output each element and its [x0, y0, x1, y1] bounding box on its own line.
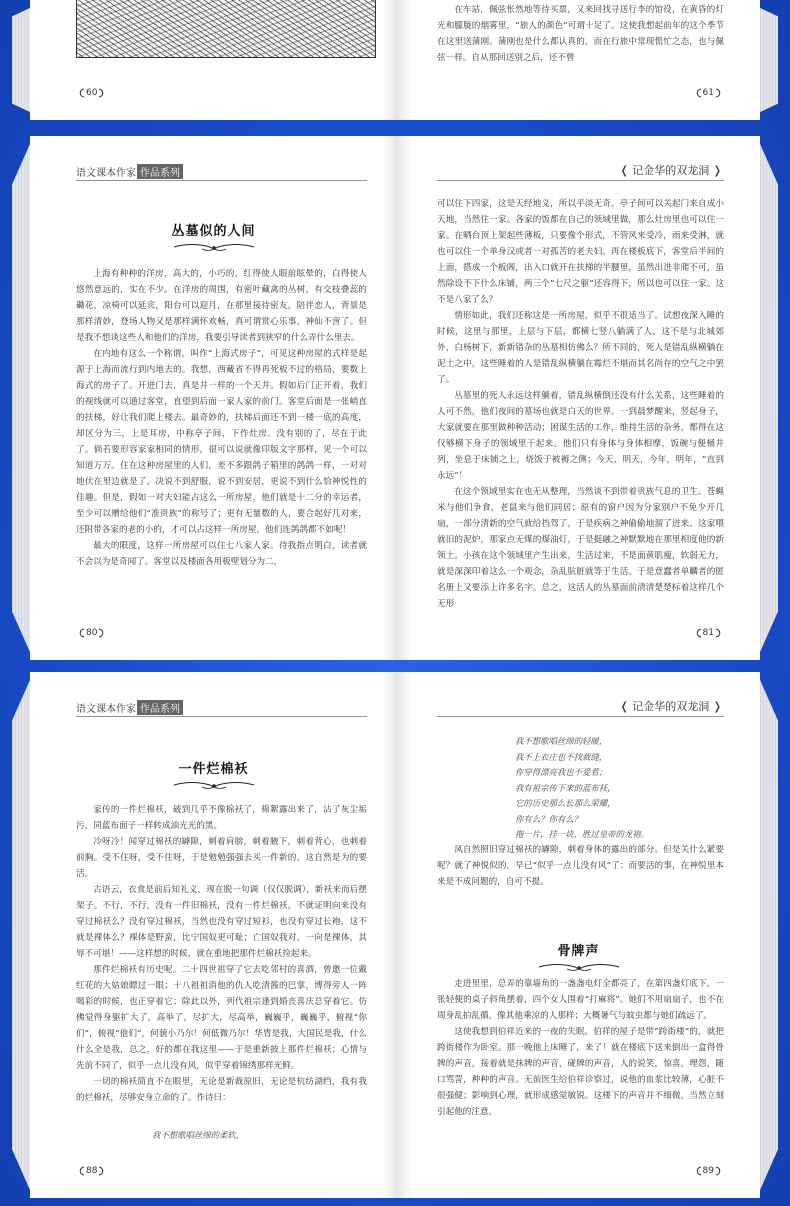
paragraph: 在这个领域里实在也无从整理，当然谈不到带着贵族气息的卫生。苍蝇米与他们争食，老鼠来与他们同居；原有的窗户因为分家别户不免少开几扇，一部分清新的空气就给挡驾了，于是疾病之神偷偷地溜了进来。这家喂就旧的泥炉，那家点无煤的煤油灯，于是挺融之神默默地在那里相度他的新领土。小孩在这个领域里产生出来，生活过来，不是面黄肌瘦，软弱无力，就是深深印着这么一个观念，杂乱肮脏就等于生活。于是意蠢者单麟者的匿名册上又要添上许多名字。总之，这活人的丛墓面前清清楚楚标着这样几个无形	[437, 487, 724, 609]
page-edge-right	[760, 144, 778, 652]
book-title: 记金华的双龙洞	[632, 700, 710, 713]
running-header-right	[620, 698, 722, 714]
body-text	[437, 2, 724, 66]
poem	[515, 734, 740, 843]
paragraph: 最大的限度，这样一所房屋可以住七八家人家。待我指点明白，读者就不会以为是奇闻了。客堂以及楼面各用板壁划分为二，	[76, 541, 367, 567]
poem-line: 我不想歌唱丝绵的柔软，	[152, 1130, 245, 1140]
page-ornament-icon	[715, 88, 723, 98]
page-ornament-icon	[77, 1166, 85, 1176]
paragraph: 走进里里，总弄的靠墙角的一盏盏电灯全都亮了，在第四盏灯底下，一张轻便的桌子斜角摆着，四个女人围着“打麻将”。她们不用扇扇子，也不在周身乱拍乱循，像其他乘凉的人那样；大概暑气与蚊虫都与她们疏远了。	[437, 979, 724, 1021]
poem-line: 它的历史那么长那么荣耀，	[515, 798, 616, 808]
poem	[152, 1128, 367, 1144]
page-ornament-icon	[694, 628, 702, 638]
paragraph: 可以住下四家，这是天经地义，所以平淡无奇。亭子间可以关起门来自成小天地，当然住一家。各家的饭都在自己的领域里做，那么灶房里也可以住一家。在晒台顶上架起些薄板，只要像个形式，不管风来受冷，雨来受淋，就也可以住一个单身汉或者一对孤苦的老夫妇。再在楼板底下，客堂后半间的上面，搭成一个板阁，出入口就开在扶梯的半腰里，虽然出进非爬不可，虽然除设不下什么床铺，两三个“七尺之躯”还容得下，所以也可以住一家。这不是八家了么？	[437, 199, 724, 305]
bracket-icon: ❭	[712, 164, 722, 177]
paragraph: 丛墓里的死人永远这样躺着，错乱纵横倒还没有什么关系，这些睡着的人可不然，他们夜间的墓场也就是白天的世界。一到晨梦醒来，竖起身子，大家就要在那里做种种活动；困谋生活的工作，维持生活的杂务，都得在这仅够横下身子的领域里干起来。他们只有身体与身体相摩，饭碗与便桶并列，坐息于床铺之上，烧饭于被褥之侧；今天，明天，今年，明年，“直到永远”！	[437, 391, 724, 481]
page-number-text: 88	[86, 1166, 98, 1176]
body-text	[437, 842, 724, 890]
page-ornament-icon	[715, 628, 723, 638]
page-number-text: 61	[702, 88, 714, 98]
poem-line: 你穿得漂亮我也不爱看；	[515, 767, 608, 777]
running-header-right	[620, 162, 722, 178]
body-text	[76, 802, 367, 1106]
title-ornament-icon	[172, 241, 256, 253]
illustration	[76, 0, 376, 58]
bracket-icon: ❭	[712, 700, 722, 713]
bracket-icon: ❬	[619, 700, 629, 713]
running-header-left	[76, 700, 183, 715]
page-number	[76, 88, 107, 98]
page-89	[397, 672, 760, 1198]
paragraph: 一切的棉袄简直不在眼里，无论是新裁原旧，无论是杭纺湖绉，我有我的烂棉袄，尽够安身立命的了。作诗曰：	[76, 1077, 367, 1103]
paragraph: 在车站，佩弦怅然地等待买票，又来回找寻送行李的馆役，在黄昏的灯光和朦胧的烟雾里，“旅人的颜色”可谓十足了。这使我想起前年的这个季节在这里送蒲刚。蒲刚也是什么都认真的，而在行旅中常现慌忙之态，也与佩弦一样。自从那回送别之后，还不曾	[437, 5, 724, 63]
paragraph: 风自然照旧穿过棉袄的罅隙，刺着身体的露出的部分。但是关什么紧要呢？就了神悦似的，早已“似乎一点儿没有风”了：而要活的事，在神悦里本来是不成问题的，自可不提。	[437, 845, 724, 887]
page-ornament-icon	[98, 88, 106, 98]
paragraph: 古语云，衣食是前后知礼义，现在脱一句调（仅仅脱调），新袄来而后摆架子。不行，不行，没有一件旧棉袄，没有一件烂棉袄，不就证明向来没有穿过棉袄么？没有穿过棉袄，当然也没有穿过短衫，也没有穿过长袍，这不就是裸体么？裸体是野蛮，比宁国奴更可耻；亡国奴我对，一向是裸体，其辱不可堪！——这样想的时候，就在重地把那件烂棉袄捡起来。	[76, 885, 367, 959]
page-number-text: 60	[86, 88, 98, 98]
page-number	[693, 628, 724, 638]
chapter-title: 一件烂棉袄	[178, 762, 249, 777]
page-ornament-icon	[715, 1166, 723, 1176]
spread-2	[12, 136, 778, 660]
page-ornament-icon	[694, 88, 702, 98]
chapter-title: 丛墓似的人间	[171, 224, 256, 239]
page-edge-right	[760, 680, 778, 1190]
body-text	[76, 266, 367, 570]
poem-line: 你有么？你有么？	[515, 813, 582, 824]
chapter-title-block	[30, 758, 397, 791]
page-ornament-icon	[77, 88, 85, 98]
paragraph: 在内地有这么一个称谓，叫作“上海式房子”，可见这种房屋的式样是起源于上海而流行到内地去的。我想，西藏省不得再死板不过的格局，要数上海式的房子了。开进门去，真是井一样的一个天井。假如后门正开着，我们的视线就可以通过客堂，直望到后面一家人家的前门。客堂后面是一张峭直的扶梯，好让我们爬上楼去。最奇妙的，扶梯后面还不到一楼一底的高度，却区分为三，上是耳房，中称亭子间，下作灶房。没有别的了，尽在于此了。倘若要形容家家相同的情形，很可以说就像印版文字那样，见一个可以知道万万。住在这种房屋里的人们，差不多跟鸽子箱里的鸽鸽一样，一对对地伏在里边就是了。决说不到舒服，说不到安居，更说不到什么恰神悦性的佳趣。但是，假如一对夫妇能占这么一所房屋，他们就是十二分的幸运者，至少可以赠给他们“准贵族”的称号了；更有无量数的人，要合起好几对来，还附带各家的老的小的，才可以占这样一所房屋，他们连鸽鸽都不如呢！	[76, 349, 367, 535]
header-rule	[76, 716, 367, 717]
page-number	[76, 1166, 107, 1176]
spread-1	[12, 0, 778, 120]
book-title: 记金华的双龙洞	[632, 164, 710, 177]
page-80	[30, 136, 397, 660]
page-edge-right	[760, 8, 778, 112]
paragraph: 冷呀冷！闻穿过棉袄的罅隙，刺着肩膀，刺着腋下，刺着背心，也刺着前胸。受不住呀，受不住呀，于是勉勉强强去买一件新的，这自然是为的要活。	[76, 837, 367, 879]
chapter-title-block	[397, 940, 760, 973]
page-number	[693, 88, 724, 98]
page-edge-left	[12, 8, 30, 112]
page-88	[30, 672, 397, 1198]
poem-line: 拖一片，挂一块，胜过皇帝的龙袍。	[515, 829, 649, 839]
paragraph: 家传的一件烂棉袄，破到几乎不像棉袄了，棉絮露出来了，沾了灰尘垢污，同蓝布面子一样转成油光光的黑。	[76, 805, 367, 831]
page-ornament-icon	[77, 628, 85, 638]
header-rule	[437, 180, 724, 181]
paragraph: 那件烂棉袄有历史呢。二十四世祖穿了它去吃邻村的喜酒，曾邀一位戴红花的大姑娘瞟过一眼；十八祖祖消他的仇人吃清酱的巴掌，博得旁人一阵喝彩的时候，也正穿着它；除此以外，列代祖宗逢到婚丧喜庆总穿着它。仿佛觉得身躯扩大了，高举了，尽扩大，尽高举，巍巍乎，巍巍乎，俯视“你们”，俯视“他们”，何藐小乃尔！何低微乃尔！华胄是我，大国民是我，什么什么全是我，总之，好的都在我这里——于是重新披上那件烂棉袄；心情与先前不同了，似乎一点儿没有风，似乎穿着锦绣那样光鲜。	[76, 965, 367, 1071]
page-61	[397, 0, 760, 120]
page-number	[693, 1166, 724, 1176]
page-edge-left	[12, 144, 30, 652]
header-rule	[437, 716, 724, 717]
header-rule	[76, 180, 367, 181]
series-name: 语文课本作家	[76, 704, 136, 715]
page-60	[30, 0, 397, 120]
series-tag: 作品系列	[137, 164, 183, 179]
chapter-title-block	[30, 220, 397, 253]
page-number	[76, 628, 107, 638]
spread-3	[12, 672, 778, 1198]
body-text	[437, 976, 724, 1120]
page-ornament-icon	[98, 1166, 106, 1176]
poem-line: 我不上衣庄也不找裁缝，	[515, 751, 608, 762]
page-ornament-icon	[694, 1166, 702, 1176]
page-edge-left	[12, 680, 30, 1190]
page-number-text: 89	[702, 1166, 714, 1176]
paragraph: 情形如此，我们还称这是一所房屋，似乎不很适当了。试想夜深入睡的时候，这里与那里，上层与下层，都横七竖八躺满了人，这不是与北城郊外，白杨树下，新新错杂的丛墓相仿佛么？所不同的，死人是错乱纵横躺在泥土之中，这些睡着的人是错乱纵横躺在霉烂不堪而其名尚存的空气之中罢了。	[437, 311, 724, 385]
bracket-icon: ❬	[619, 164, 629, 177]
page-number-text: 80	[86, 628, 98, 638]
title-ornament-icon	[537, 961, 621, 973]
series-tag: 作品系列	[137, 700, 183, 715]
poem-line: 我有祖宗传下来的蓝布袄，	[515, 782, 616, 793]
page-number-text: 81	[702, 628, 714, 638]
body-text	[437, 196, 724, 612]
series-name: 语文课本作家	[76, 168, 136, 179]
chapter-title: 骨牌声	[557, 944, 600, 959]
title-ornament-icon	[172, 779, 256, 791]
page-81	[397, 136, 760, 660]
poem-line: 我不想歌唱丝绵的轻暖，	[515, 736, 608, 746]
paragraph: 上海有种种的洋房，高大的，小巧的，红得使人眼前眩晕的，白得使人悠然意远的，实在不少。在洋房的周围，有密叶藏禽的丛树，有交枝叠蕊的磡花，凉椅可以延宾，阳台可以迎月，在那里接待密友，陪伴恋人，背景是那样清妙，登场人物又是那样满怀欢畅，真可谓赏心乐事，神仙不啻了。但是我不想谈这些人和他们的洋房，我要引导读者到狭窄的什么弄什么里去。	[76, 269, 367, 343]
paragraph: 这使我想到伯祥近来的一夜的失眠。伯祥的屋子是带“跨街楼”的，就把跨街楼作为卧室。那一晚他上床睡了，来了！就在楼底下送来倒出一盒得骨牌的声音，接着就是抹牌的声音，碰牌的声音，人的说笑，惊喜，埋怨，随口骂詈，种种的声音。无前医生给伯祥诊察过，说他的血浆比较薄，心脏不很强健；影响到心理，就形成感觉敏锐。这楼下的声音并不细微，当然立刻引起他的注意，	[437, 1027, 724, 1117]
running-header-left	[76, 164, 183, 179]
page-ornament-icon	[98, 628, 106, 638]
